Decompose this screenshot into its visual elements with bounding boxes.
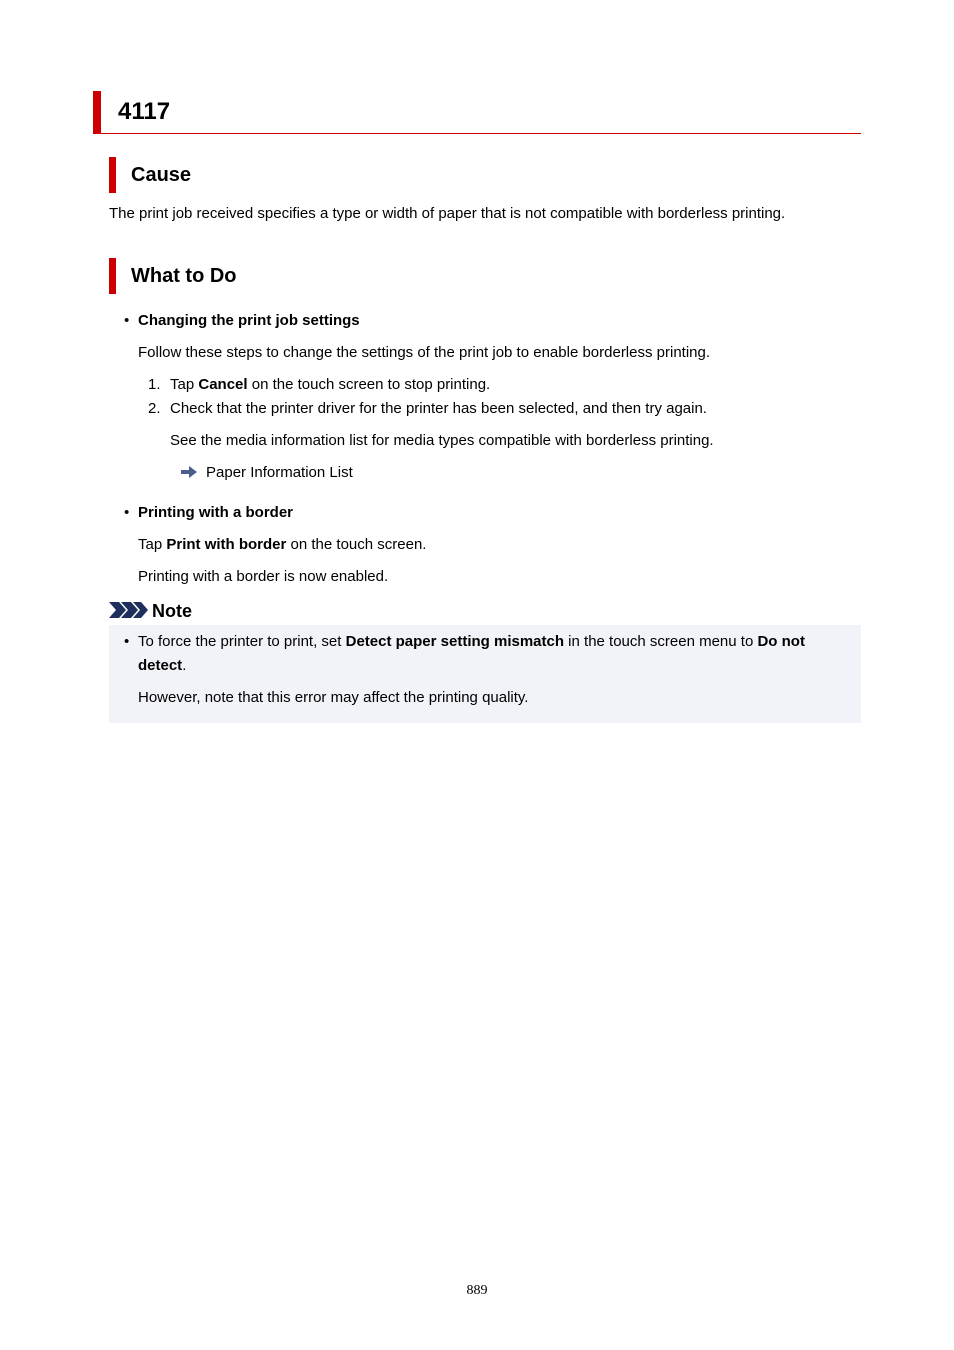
note-chevrons-icon <box>109 601 149 619</box>
step-2: Check that the printer driver for the printer has been selected, and then try again. <box>170 400 707 417</box>
detect-mismatch-label: Detect paper setting mismatch <box>345 633 565 650</box>
cause-text: The print job received specifies a type or width of paper that is not compatible with borderless printing. <box>109 205 786 222</box>
note-title: Note <box>152 601 192 621</box>
note-line-3: However, note that this error may affect the printing quality. <box>138 689 529 706</box>
main-heading <box>93 91 861 134</box>
page-number: 889 <box>466 1283 488 1298</box>
bullet-marker: • <box>124 504 130 521</box>
item-printing-border-line1 <box>138 535 426 555</box>
do-not-label: Do not <box>757 633 805 650</box>
note-heading <box>109 599 309 623</box>
step-1-text: Tap <box>170 376 199 393</box>
item-changing-settings-title: Changing the print job settings <box>138 312 360 329</box>
heading-accent-bar <box>109 157 116 193</box>
item-printing-border-title: Printing with a border <box>138 504 294 521</box>
step-number: 2. <box>148 400 161 417</box>
detect-label: detect <box>138 657 183 674</box>
paper-information-list-link[interactable]: Paper Information List <box>206 464 353 481</box>
item-changing-settings-intro: Follow these steps to change the settings of the print job to enable borderless printing. <box>138 344 711 361</box>
heading-accent-bar <box>93 91 101 133</box>
cause-heading <box>109 157 709 193</box>
step-1 <box>170 375 490 395</box>
note-line-2 <box>138 656 186 676</box>
cause-title: Cause <box>131 164 192 186</box>
bullet-marker: • <box>124 633 130 650</box>
page-title: 4117 <box>118 98 171 125</box>
note-text-end: . <box>182 657 187 674</box>
step-number: 1. <box>148 376 161 393</box>
what-to-do-heading <box>109 258 709 294</box>
note-line-1 <box>138 632 805 652</box>
step-2-sub: See the media information list for media types compatible with borderless printing. <box>170 432 714 449</box>
note-text: To force the printer to print, set <box>138 633 346 650</box>
item-printing-border-line2: Printing with a border is now enabled. <box>138 568 389 585</box>
what-to-do-title: What to Do <box>131 265 237 287</box>
arrow-right-icon <box>181 466 197 478</box>
line-text: Tap <box>138 536 167 553</box>
print-with-border-label: Print with border <box>166 536 287 553</box>
note-text-mid: in the touch screen menu to <box>564 633 758 650</box>
step-1-text-end: on the touch screen to stop printing. <box>247 376 491 393</box>
heading-accent-bar <box>109 258 116 294</box>
bullet-marker: • <box>124 312 130 329</box>
line-text-end: on the touch screen. <box>286 536 427 553</box>
cancel-label: Cancel <box>198 376 248 393</box>
